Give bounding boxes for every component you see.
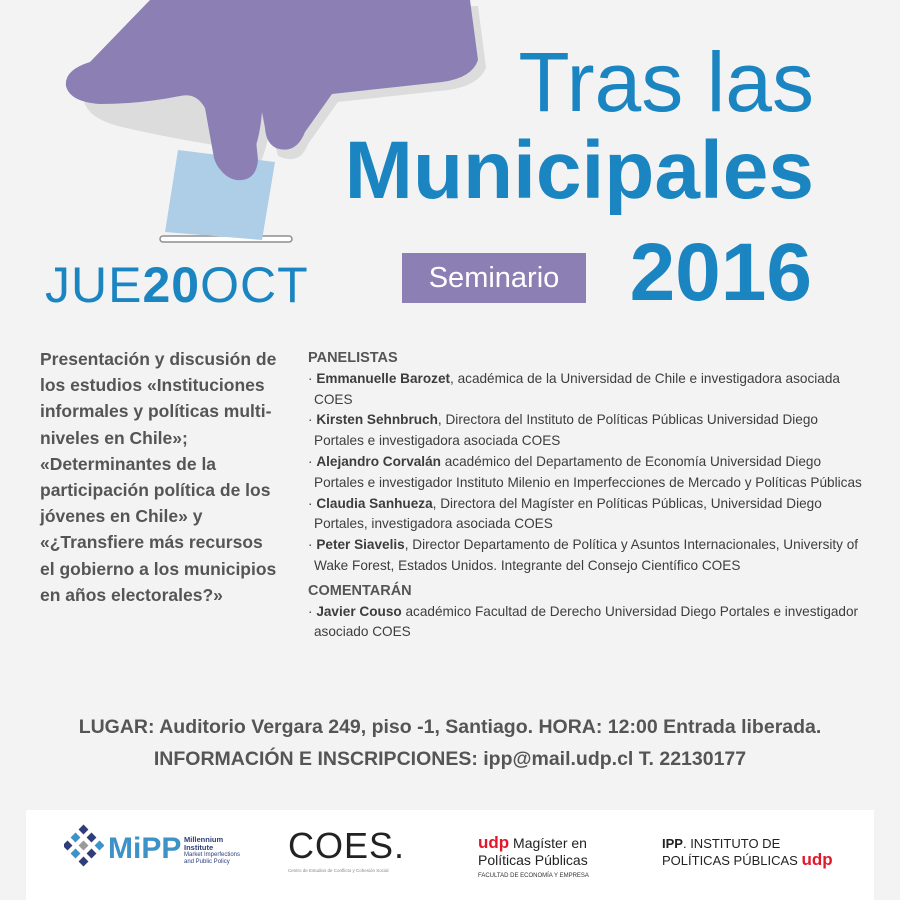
ipp-udp-wordmark: udp [801, 850, 833, 869]
ipp-line-1: . INSTITUTO DE [682, 836, 781, 851]
panelist-entry: · Peter Siavelis, Director Departamento de Política y Asuntos Internacionales, University of Wake Forest, Estados Unidos. Integrante del Consejo Científico COES [308, 537, 859, 573]
coes-logo [288, 825, 418, 878]
contact-info: INFORMACIÓN E INSCRIPCIONES: ipp@mail.udp.cl T. 22130177 [153, 748, 747, 770]
coes-wordmark: COES. [288, 825, 406, 866]
commenters-heading: COMENTARÁN [308, 582, 412, 599]
intro-text: Presentación y discusión de los estudios «Instituciones informales y políticas multi-niveles en Chile»; «Determinantes de la participación política de los jóvenes en Chile» y «¿Transfiere más recursos el gobierno a los municipios en años electorales?» [40, 349, 277, 605]
panelist-name: Claudia Sanhueza [316, 495, 433, 511]
mipp-wordmark: MiPP [108, 832, 182, 865]
panelists-heading: PANELISTAS [308, 350, 398, 366]
ipp-abbrev: IPP [662, 836, 683, 851]
panelist-desc: , Director Departamento de Política y Asuntos Internacionales, University of Wake Forest, Estados Unidos. Integrante del Consejo Científico COES [314, 537, 859, 573]
commenter-entry: · Javier Couso académico Facultad de Derecho Universidad Diego Portales e investigador asociado COES [308, 603, 859, 640]
mipp-subtitle-main: Millennium Institute [184, 835, 224, 852]
seminar-badge: Seminario [402, 253, 586, 303]
panelist-name: Alejandro Corvalán [316, 453, 441, 469]
mipp-diamonds-icon [64, 824, 104, 868]
panel-list [308, 348, 868, 643]
date-day: JUE [45, 257, 143, 313]
mipp-logo [64, 824, 241, 874]
ipp-line-2: POLÍTICAS PÚBLICAS [662, 853, 802, 868]
title-line-2: Municipales [344, 125, 814, 216]
ipp-logo [662, 836, 852, 869]
date-month: OCT [200, 257, 309, 313]
mipp-subtitle-secondary: Market Imperfections and Public Policy [184, 852, 241, 865]
coes-subtitle: Centro de Estudios de Conflicto y Cohesión Social [288, 868, 389, 873]
panelist-entry: · Alejandro Corvalán académico del Departamento de Economía Universidad Diego Portales e investigador Instituto Milenio en Imperfecciones de Mercado y Políticas Públicas [308, 453, 862, 490]
title-line-1: Tras las [518, 35, 814, 129]
panelist-desc: académico del Departamento de Economía Universidad Diego Portales e investigador Instituto Milenio en Imperfecciones de Mercado y Políticas Públicas [314, 453, 862, 490]
udp-wordmark: udp [478, 833, 510, 852]
date-number: 20 [142, 257, 201, 313]
panelist-name: Peter Siavelis [316, 537, 405, 553]
panelist-desc: , Directora del Magíster en Políticas Públicas, Universidad Diego Portales, investigadora asociada COES [314, 495, 822, 532]
magister-line-1: Magíster en [509, 835, 587, 851]
panelist-name: Emmanuelle Barozet [316, 370, 451, 386]
magister-line-3: FACULTAD DE ECONOMÍA Y EMPRESA [478, 873, 589, 879]
magister-line-2: Políticas Públicas [478, 852, 588, 868]
sponsor-logos-bar [26, 810, 874, 900]
panelist-entry: · Emmanuelle Barozet, académica de la Universidad de Chile e investigadora asociada COES [308, 370, 840, 407]
mipp-subtitle [184, 836, 244, 866]
commenter-name: Javier Couso [316, 603, 402, 619]
panelist-name: Kirsten Sehnbruch [316, 412, 438, 428]
panelist-desc: , académica de la Universidad de Chile e investigadora asociada COES [314, 370, 840, 407]
event-date [45, 257, 309, 313]
title-year: 2016 [629, 227, 812, 318]
magister-logo [478, 834, 638, 879]
panelist-entry: · Kirsten Sehnbruch, Directora del Instituto de Políticas Públicas Universidad Diego Portales e investigadora asociada COES [308, 412, 818, 449]
panelist-desc: , Directora del Instituto de Políticas Públicas Universidad Diego Portales e investigadora asociada COES [314, 412, 818, 449]
commenter-desc: académico Facultad de Derecho Universidad Diego Portales e investigador asociado COES [314, 603, 859, 640]
venue-info: LUGAR: Auditorio Vergara 249, piso -1, Santiago. HORA: 12:00 Entrada liberada. [78, 716, 822, 738]
panelist-entry: · Claudia Sanhueza, Directora del Magíster en Políticas Públicas, Universidad Diego Portales, investigadora asociada COES [308, 495, 822, 532]
